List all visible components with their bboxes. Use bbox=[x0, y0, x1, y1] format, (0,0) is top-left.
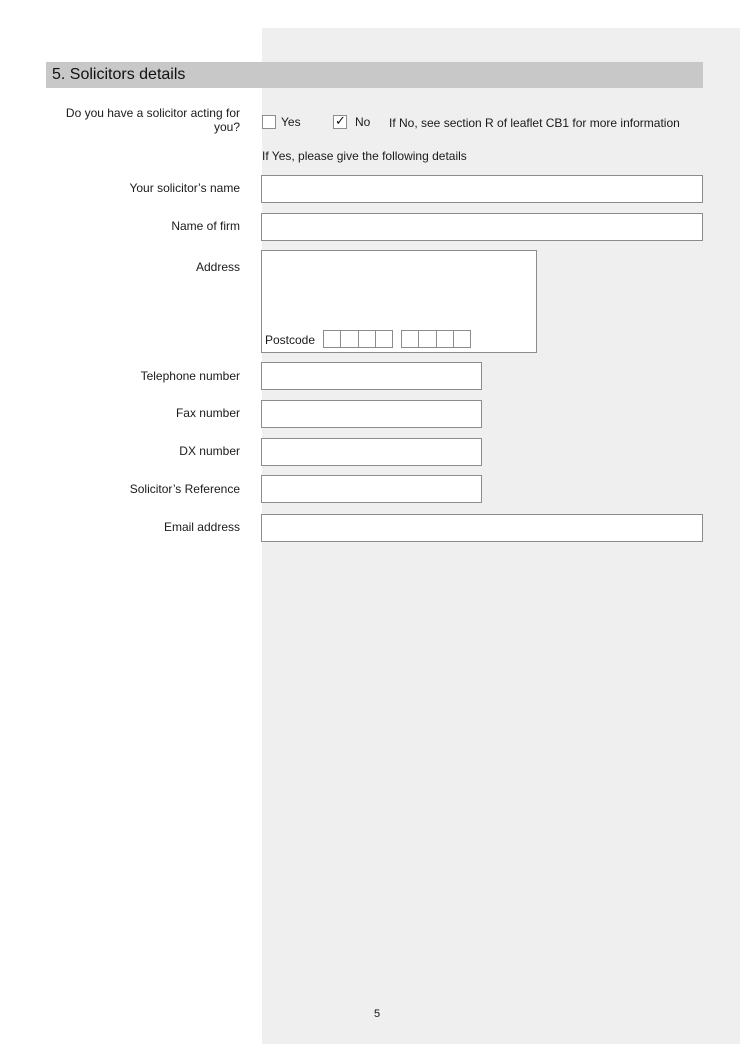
postcode-cell[interactable] bbox=[376, 331, 392, 347]
postcode-cell[interactable] bbox=[419, 331, 436, 347]
postcode-outward-input[interactable] bbox=[323, 330, 393, 348]
postcode-label: Postcode bbox=[265, 333, 316, 347]
email-label: Email address bbox=[163, 520, 240, 534]
no-checkbox[interactable] bbox=[333, 115, 347, 129]
no-note: If No, see section R of leaflet CB1 for more information bbox=[389, 116, 680, 130]
dx-label: DX number bbox=[179, 444, 240, 458]
telephone-label: Telephone number bbox=[140, 369, 240, 383]
reference-label: Solicitor’s Reference bbox=[129, 482, 240, 496]
reference-input[interactable] bbox=[261, 475, 482, 503]
solicitor-question-label: Do you have a solicitor acting for you? bbox=[65, 106, 240, 134]
postcode-cell[interactable] bbox=[454, 331, 470, 347]
dx-input[interactable] bbox=[261, 438, 482, 466]
instruction-text: If Yes, please give the following details bbox=[262, 149, 467, 163]
postcode-cell[interactable] bbox=[402, 331, 419, 347]
email-input[interactable] bbox=[261, 514, 703, 542]
checkmark-icon: ✓ bbox=[335, 113, 346, 128]
no-label: No bbox=[355, 115, 371, 129]
postcode-cell[interactable] bbox=[359, 331, 376, 347]
postcode-cell[interactable] bbox=[324, 331, 341, 347]
postcode-inward-input[interactable] bbox=[401, 330, 471, 348]
solicitor-name-label: Your solicitor’s name bbox=[129, 181, 240, 195]
telephone-input[interactable] bbox=[261, 362, 482, 390]
section-title: 5. Solicitors details bbox=[52, 66, 186, 83]
page-number: 5 bbox=[374, 1008, 381, 1020]
fax-input[interactable] bbox=[261, 400, 482, 428]
yes-label: Yes bbox=[281, 115, 301, 129]
firm-name-input[interactable] bbox=[261, 213, 703, 241]
postcode-cell[interactable] bbox=[341, 331, 358, 347]
fax-label: Fax number bbox=[175, 406, 240, 420]
firm-name-label: Name of firm bbox=[171, 219, 240, 233]
address-label: Address bbox=[195, 260, 240, 274]
yes-checkbox[interactable] bbox=[262, 115, 276, 129]
solicitor-name-input[interactable] bbox=[261, 175, 703, 203]
postcode-cell[interactable] bbox=[437, 331, 454, 347]
